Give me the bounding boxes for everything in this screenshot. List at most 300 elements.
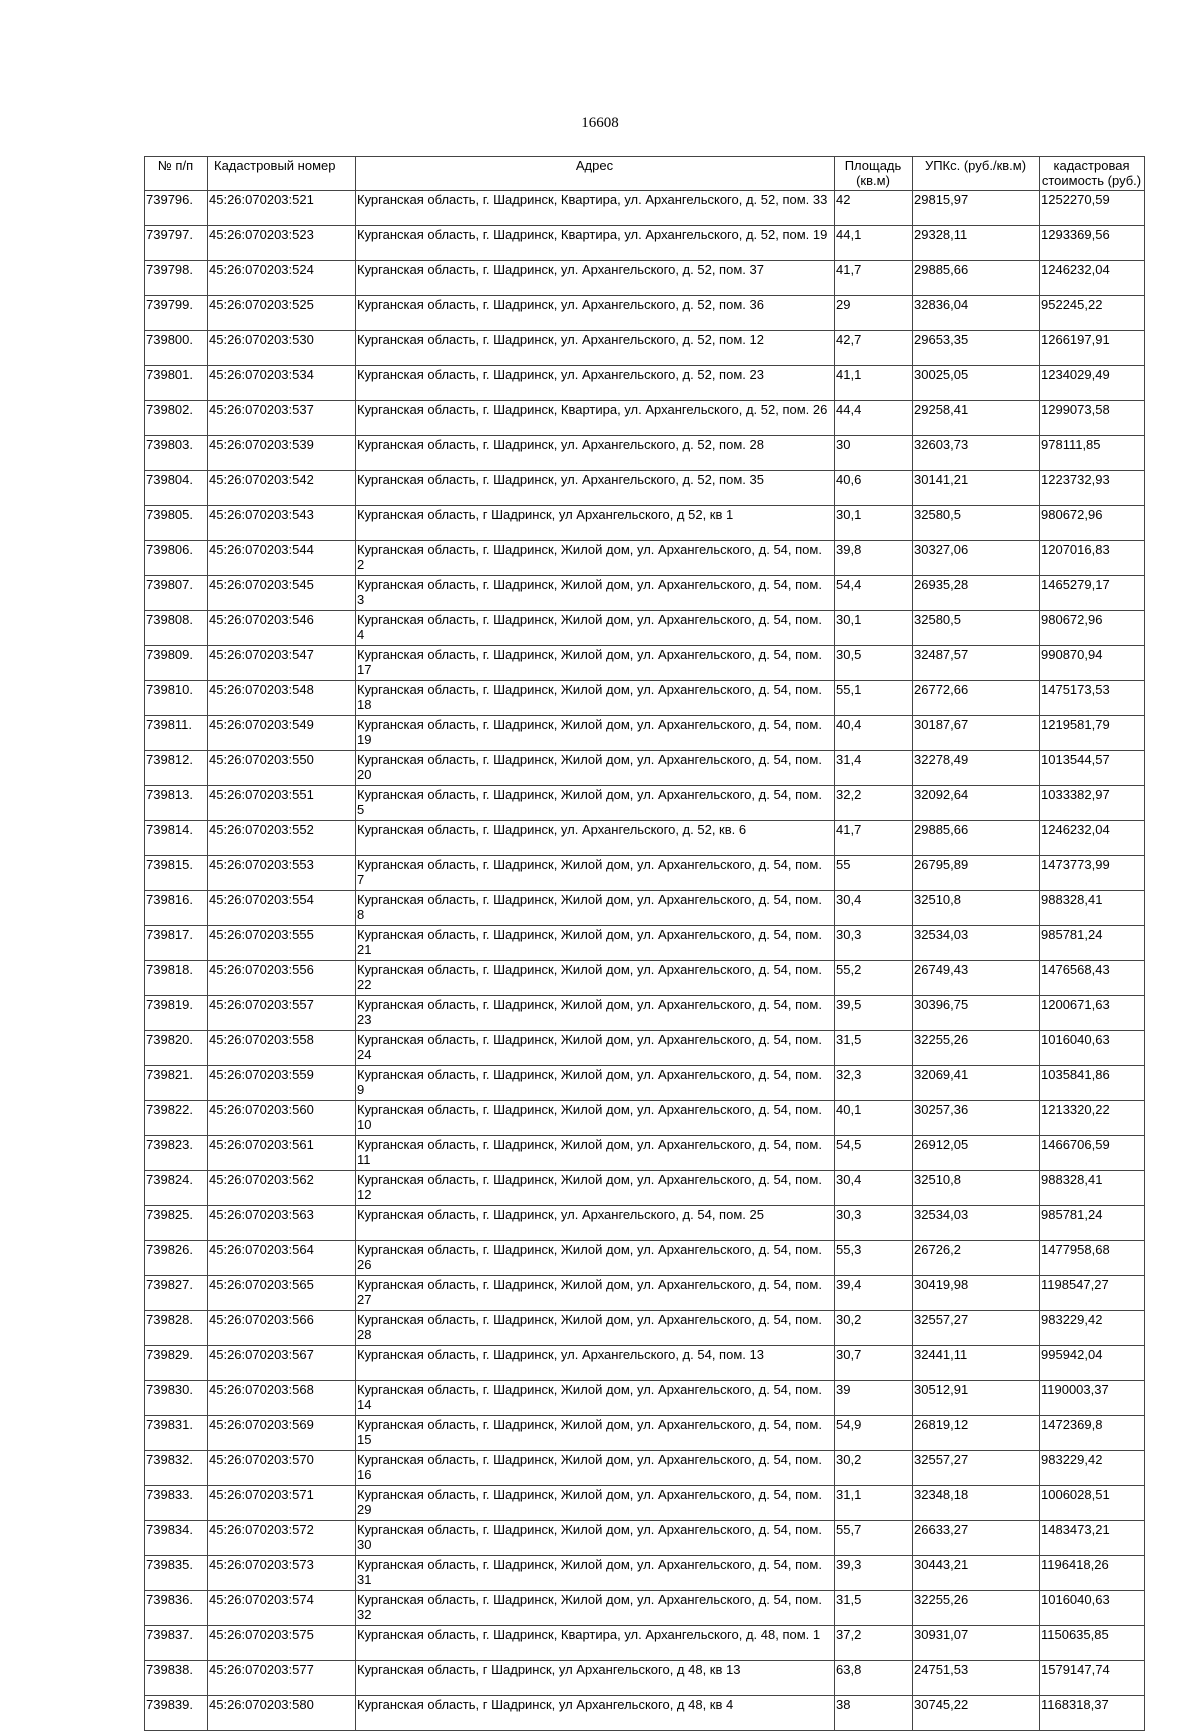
row-number-cell: 739829.	[145, 1346, 208, 1381]
cadastral-value-cell: 980672,96	[1040, 611, 1145, 646]
table-row	[145, 1031, 1145, 1066]
address-cell: Курганская область, г. Шадринск, ул. Архангельского, д. 52, пом. 28	[356, 436, 835, 471]
area-cell: 30,1	[835, 506, 913, 541]
cadastral-number-cell: 45:26:070203:543	[208, 506, 356, 541]
specific-value-cell: 29258,41	[913, 401, 1040, 436]
address-cell: Курганская область, г. Шадринск, ул. Архангельского, д. 52, пом. 37	[356, 261, 835, 296]
cadastral-number-cell: 45:26:070203:556	[208, 961, 356, 996]
address-cell: Курганская область, г. Шадринск, Жилой дом, ул. Архангельского, д. 54, пом. 27	[356, 1276, 835, 1311]
specific-value-cell: 32255,26	[913, 1031, 1040, 1066]
address-cell: Курганская область, г. Шадринск, ул. Архангельского, д. 52, пом. 12	[356, 331, 835, 366]
row-number-cell: 739838.	[145, 1661, 208, 1696]
address-cell: Курганская область, г. Шадринск, Жилой дом, ул. Архангельского, д. 54, пом. 9	[356, 1066, 835, 1101]
cadastral-number-cell: 45:26:070203:553	[208, 856, 356, 891]
address-cell: Курганская область, г. Шадринск, Жилой дом, ул. Архангельского, д. 54, пом. 24	[356, 1031, 835, 1066]
area-cell: 41,1	[835, 366, 913, 401]
address-cell: Курганская область, г. Шадринск, Жилой дом, ул. Архангельского, д. 54, пом. 31	[356, 1556, 835, 1591]
area-cell: 39,8	[835, 541, 913, 576]
address-cell: Курганская область, г. Шадринск, ул. Архангельского, д. 52, пом. 23	[356, 366, 835, 401]
address-cell: Курганская область, г. Шадринск, ул. Архангельского, д. 52, пом. 35	[356, 471, 835, 506]
cadastral-value-cell: 1198547,27	[1040, 1276, 1145, 1311]
cadastral-number-cell: 45:26:070203:563	[208, 1206, 356, 1241]
specific-value-cell: 32348,18	[913, 1486, 1040, 1521]
table-header-row	[145, 157, 1145, 191]
address-cell: Курганская область, г. Шадринск, Жилой дом, ул. Архангельского, д. 54, пом. 19	[356, 716, 835, 751]
specific-value-cell: 32557,27	[913, 1451, 1040, 1486]
cadastral-value-cell: 995942,04	[1040, 1346, 1145, 1381]
specific-value-cell: 32069,41	[913, 1066, 1040, 1101]
cadastral-value-cell: 990870,94	[1040, 646, 1145, 681]
area-cell: 31,5	[835, 1031, 913, 1066]
header-area: Площадь (кв.м)	[835, 157, 913, 191]
row-number-cell: 739839.	[145, 1696, 208, 1731]
cadastral-value-cell: 1475173,53	[1040, 681, 1145, 716]
specific-value-cell: 30025,05	[913, 366, 1040, 401]
row-number-cell: 739824.	[145, 1171, 208, 1206]
row-number-cell: 739797.	[145, 226, 208, 261]
specific-value-cell: 24751,53	[913, 1661, 1040, 1696]
address-cell: Курганская область, г. Шадринск, ул. Архангельского, д. 54, пом. 25	[356, 1206, 835, 1241]
cadastral-number-cell: 45:26:070203:566	[208, 1311, 356, 1346]
area-cell: 55,3	[835, 1241, 913, 1276]
specific-value-cell: 32510,8	[913, 891, 1040, 926]
table-row	[145, 471, 1145, 506]
cadastral-value-cell: 1234029,49	[1040, 366, 1145, 401]
address-cell: Курганская область, г. Шадринск, ул. Архангельского, д. 52, пом. 36	[356, 296, 835, 331]
cadastral-number-cell: 45:26:070203:521	[208, 191, 356, 226]
address-cell: Курганская область, г. Шадринск, Жилой дом, ул. Архангельского, д. 54, пом. 14	[356, 1381, 835, 1416]
address-cell: Курганская область, г. Шадринск, Жилой дом, ул. Архангельского, д. 54, пом. 22	[356, 961, 835, 996]
specific-value-cell: 29653,35	[913, 331, 1040, 366]
table-row	[145, 1346, 1145, 1381]
table-row	[145, 1486, 1145, 1521]
header-specific-value: УПКс. (руб./кв.м)	[913, 157, 1040, 191]
table-row	[145, 1626, 1145, 1661]
address-cell: Курганская область, г. Шадринск, Жилой дом, ул. Архангельского, д. 54, пом. 18	[356, 681, 835, 716]
cadastral-number-cell: 45:26:070203:570	[208, 1451, 356, 1486]
address-cell: Курганская область, г. Шадринск, Жилой дом, ул. Архангельского, д. 54, пом. 12	[356, 1171, 835, 1206]
area-cell: 55,7	[835, 1521, 913, 1556]
cadastral-number-cell: 45:26:070203:537	[208, 401, 356, 436]
row-number-cell: 739828.	[145, 1311, 208, 1346]
cadastral-number-cell: 45:26:070203:542	[208, 471, 356, 506]
cadastral-number-cell: 45:26:070203:580	[208, 1696, 356, 1731]
cadastral-number-cell: 45:26:070203:546	[208, 611, 356, 646]
table-row	[145, 1276, 1145, 1311]
address-cell: Курганская область, г. Шадринск, Жилой дом, ул. Архангельского, д. 54, пом. 26	[356, 1241, 835, 1276]
row-number-cell: 739815.	[145, 856, 208, 891]
table-row	[145, 891, 1145, 926]
specific-value-cell: 30141,21	[913, 471, 1040, 506]
row-number-cell: 739811.	[145, 716, 208, 751]
address-cell: Курганская область, г. Шадринск, Жилой дом, ул. Архангельского, д. 54, пом. 8	[356, 891, 835, 926]
row-number-cell: 739830.	[145, 1381, 208, 1416]
cadastral-value-cell: 1200671,63	[1040, 996, 1145, 1031]
specific-value-cell: 26935,28	[913, 576, 1040, 611]
cadastral-value-cell: 1207016,83	[1040, 541, 1145, 576]
cadastral-value-cell: 1016040,63	[1040, 1591, 1145, 1626]
header-number: № п/п	[145, 157, 208, 191]
address-cell: Курганская область, г. Шадринск, Жилой дом, ул. Архангельского, д. 54, пом. 11	[356, 1136, 835, 1171]
table-row	[145, 996, 1145, 1031]
cadastral-value-cell: 1016040,63	[1040, 1031, 1145, 1066]
cadastral-number-cell: 45:26:070203:534	[208, 366, 356, 401]
cadastral-value-table	[144, 156, 1145, 1731]
address-cell: Курганская область, г Шадринск, ул Архангельского, д 48, кв 4	[356, 1696, 835, 1731]
address-cell: Курганская область, г. Шадринск, Квартира, ул. Архангельского, д. 52, пом. 19	[356, 226, 835, 261]
specific-value-cell: 30187,67	[913, 716, 1040, 751]
address-cell: Курганская область, г. Шадринск, Жилой дом, ул. Архангельского, д. 54, пом. 7	[356, 856, 835, 891]
cadastral-value-cell: 1476568,43	[1040, 961, 1145, 996]
cadastral-number-cell: 45:26:070203:577	[208, 1661, 356, 1696]
row-number-cell: 739810.	[145, 681, 208, 716]
specific-value-cell: 32836,04	[913, 296, 1040, 331]
area-cell: 44,4	[835, 401, 913, 436]
table-row	[145, 226, 1145, 261]
header-address: Адрес	[356, 157, 835, 191]
cadastral-number-cell: 45:26:070203:539	[208, 436, 356, 471]
cadastral-number-cell: 45:26:070203:558	[208, 1031, 356, 1066]
cadastral-number-cell: 45:26:070203:549	[208, 716, 356, 751]
row-number-cell: 739816.	[145, 891, 208, 926]
row-number-cell: 739836.	[145, 1591, 208, 1626]
table-row	[145, 576, 1145, 611]
cadastral-number-cell: 45:26:070203:551	[208, 786, 356, 821]
row-number-cell: 739802.	[145, 401, 208, 436]
row-number-cell: 739805.	[145, 506, 208, 541]
cadastral-value-cell: 988328,41	[1040, 1171, 1145, 1206]
area-cell: 39,3	[835, 1556, 913, 1591]
cadastral-value-cell: 952245,22	[1040, 296, 1145, 331]
row-number-cell: 739832.	[145, 1451, 208, 1486]
row-number-cell: 739814.	[145, 821, 208, 856]
address-cell: Курганская область, г. Шадринск, Жилой дом, ул. Архангельского, д. 54, пом. 16	[356, 1451, 835, 1486]
specific-value-cell: 30443,21	[913, 1556, 1040, 1591]
area-cell: 39	[835, 1381, 913, 1416]
page-number: 16608	[581, 115, 619, 131]
area-cell: 30,5	[835, 646, 913, 681]
table-row	[145, 1416, 1145, 1451]
area-cell: 63,8	[835, 1661, 913, 1696]
cadastral-number-cell: 45:26:070203:523	[208, 226, 356, 261]
table-row	[145, 926, 1145, 961]
table-row	[145, 611, 1145, 646]
row-number-cell: 739819.	[145, 996, 208, 1031]
row-number-cell: 739827.	[145, 1276, 208, 1311]
row-number-cell: 739807.	[145, 576, 208, 611]
specific-value-cell: 26749,43	[913, 961, 1040, 996]
area-cell: 39,4	[835, 1276, 913, 1311]
area-cell: 55,2	[835, 961, 913, 996]
cadastral-value-cell: 1246232,04	[1040, 821, 1145, 856]
address-cell: Курганская область, г. Шадринск, Квартира, ул. Архангельского, д. 52, пом. 33	[356, 191, 835, 226]
area-cell: 42	[835, 191, 913, 226]
cadastral-value-cell: 1465279,17	[1040, 576, 1145, 611]
table-row	[145, 1661, 1145, 1696]
cadastral-number-cell: 45:26:070203:564	[208, 1241, 356, 1276]
cadastral-value-cell: 1168318,37	[1040, 1696, 1145, 1731]
address-cell: Курганская область, г. Шадринск, Квартира, ул. Архангельского, д. 48, пом. 1	[356, 1626, 835, 1661]
area-cell: 31,5	[835, 1591, 913, 1626]
cadastral-number-cell: 45:26:070203:565	[208, 1276, 356, 1311]
table-row	[145, 681, 1145, 716]
row-number-cell: 739834.	[145, 1521, 208, 1556]
cadastral-number-cell: 45:26:070203:573	[208, 1556, 356, 1591]
cadastral-value-cell: 1006028,51	[1040, 1486, 1145, 1521]
table-row	[145, 401, 1145, 436]
cadastral-number-cell: 45:26:070203:530	[208, 331, 356, 366]
table-row	[145, 1171, 1145, 1206]
address-cell: Курганская область, г. Шадринск, Жилой дом, ул. Архангельского, д. 54, пом. 21	[356, 926, 835, 961]
cadastral-value-cell: 983229,42	[1040, 1451, 1145, 1486]
area-cell: 31,1	[835, 1486, 913, 1521]
specific-value-cell: 30419,98	[913, 1276, 1040, 1311]
row-number-cell: 739803.	[145, 436, 208, 471]
table-row	[145, 1311, 1145, 1346]
table-row	[145, 1381, 1145, 1416]
cadastral-number-cell: 45:26:070203:562	[208, 1171, 356, 1206]
specific-value-cell: 30396,75	[913, 996, 1040, 1031]
cadastral-value-cell: 1252270,59	[1040, 191, 1145, 226]
address-cell: Курганская область, г Шадринск, ул Архангельского, д 52, кв 1	[356, 506, 835, 541]
row-number-cell: 739799.	[145, 296, 208, 331]
row-number-cell: 739818.	[145, 961, 208, 996]
row-number-cell: 739806.	[145, 541, 208, 576]
cadastral-number-cell: 45:26:070203:560	[208, 1101, 356, 1136]
address-cell: Курганская область, г Шадринск, ул Архангельского, д 48, кв 13	[356, 1661, 835, 1696]
cadastral-value-cell: 1473773,99	[1040, 856, 1145, 891]
area-cell: 55,1	[835, 681, 913, 716]
row-number-cell: 739822.	[145, 1101, 208, 1136]
area-cell: 54,4	[835, 576, 913, 611]
cadastral-number-cell: 45:26:070203:575	[208, 1626, 356, 1661]
cadastral-number-cell: 45:26:070203:550	[208, 751, 356, 786]
area-cell: 30	[835, 436, 913, 471]
table-row	[145, 436, 1145, 471]
row-number-cell: 739808.	[145, 611, 208, 646]
table-row	[145, 1241, 1145, 1276]
specific-value-cell: 32534,03	[913, 926, 1040, 961]
address-cell: Курганская область, г. Шадринск, Жилой дом, ул. Архангельского, д. 54, пом. 30	[356, 1521, 835, 1556]
cadastral-number-cell: 45:26:070203:555	[208, 926, 356, 961]
address-cell: Курганская область, г. Шадринск, Жилой дом, ул. Архангельского, д. 54, пом. 17	[356, 646, 835, 681]
cadastral-number-cell: 45:26:070203:548	[208, 681, 356, 716]
table-row	[145, 1556, 1145, 1591]
cadastral-number-cell: 45:26:070203:544	[208, 541, 356, 576]
row-number-cell: 739798.	[145, 261, 208, 296]
cadastral-number-cell: 45:26:070203:547	[208, 646, 356, 681]
table-row	[145, 506, 1145, 541]
cadastral-number-cell: 45:26:070203:554	[208, 891, 356, 926]
cadastral-number-cell: 45:26:070203:557	[208, 996, 356, 1031]
cadastral-value-cell: 985781,24	[1040, 1206, 1145, 1241]
table-row	[145, 261, 1145, 296]
area-cell: 29	[835, 296, 913, 331]
area-cell: 40,1	[835, 1101, 913, 1136]
cadastral-number-cell: 45:26:070203:571	[208, 1486, 356, 1521]
table-row	[145, 646, 1145, 681]
address-cell: Курганская область, г. Шадринск, Жилой дом, ул. Архангельского, д. 54, пом. 2	[356, 541, 835, 576]
address-cell: Курганская область, г. Шадринск, Жилой дом, ул. Архангельского, д. 54, пом. 15	[356, 1416, 835, 1451]
cadastral-value-cell: 1150635,85	[1040, 1626, 1145, 1661]
cadastral-value-cell: 1213320,22	[1040, 1101, 1145, 1136]
specific-value-cell: 32580,5	[913, 506, 1040, 541]
cadastral-number-cell: 45:26:070203:545	[208, 576, 356, 611]
cadastral-value-cell: 978111,85	[1040, 436, 1145, 471]
area-cell: 32,2	[835, 786, 913, 821]
cadastral-value-cell: 1223732,93	[1040, 471, 1145, 506]
cadastral-value-cell: 1472369,8	[1040, 1416, 1145, 1451]
cadastral-number-cell: 45:26:070203:552	[208, 821, 356, 856]
area-cell: 30,7	[835, 1346, 913, 1381]
specific-value-cell: 32487,57	[913, 646, 1040, 681]
specific-value-cell: 32278,49	[913, 751, 1040, 786]
cadastral-value-cell: 1035841,86	[1040, 1066, 1145, 1101]
table-row	[145, 331, 1145, 366]
area-cell: 40,4	[835, 716, 913, 751]
area-cell: 54,9	[835, 1416, 913, 1451]
table-row	[145, 1591, 1145, 1626]
header-cadastral-number: Кадастровый номер	[208, 157, 356, 191]
table-row	[145, 1521, 1145, 1556]
specific-value-cell: 26772,66	[913, 681, 1040, 716]
cadastral-number-cell: 45:26:070203:567	[208, 1346, 356, 1381]
area-cell: 41,7	[835, 821, 913, 856]
address-cell: Курганская область, г. Шадринск, Жилой дом, ул. Архангельского, д. 54, пом. 28	[356, 1311, 835, 1346]
cadastral-value-cell: 1246232,04	[1040, 261, 1145, 296]
specific-value-cell: 26912,05	[913, 1136, 1040, 1171]
table-row	[145, 1066, 1145, 1101]
area-cell: 30,3	[835, 926, 913, 961]
row-number-cell: 739800.	[145, 331, 208, 366]
address-cell: Курганская область, г. Шадринск, Жилой дом, ул. Архангельского, д. 54, пом. 5	[356, 786, 835, 821]
row-number-cell: 739801.	[145, 366, 208, 401]
specific-value-cell: 32580,5	[913, 611, 1040, 646]
row-number-cell: 739812.	[145, 751, 208, 786]
area-cell: 30,4	[835, 891, 913, 926]
area-cell: 38	[835, 1696, 913, 1731]
area-cell: 30,2	[835, 1451, 913, 1486]
cadastral-value-cell: 1219581,79	[1040, 716, 1145, 751]
specific-value-cell: 32092,64	[913, 786, 1040, 821]
cadastral-number-cell: 45:26:070203:561	[208, 1136, 356, 1171]
specific-value-cell: 30257,36	[913, 1101, 1040, 1136]
table-row	[145, 751, 1145, 786]
table-row	[145, 191, 1145, 226]
area-cell: 41,7	[835, 261, 913, 296]
specific-value-cell: 32441,11	[913, 1346, 1040, 1381]
cadastral-value-cell: 1196418,26	[1040, 1556, 1145, 1591]
specific-value-cell: 29885,66	[913, 821, 1040, 856]
specific-value-cell: 32510,8	[913, 1171, 1040, 1206]
table-row	[145, 821, 1145, 856]
cadastral-number-cell: 45:26:070203:572	[208, 1521, 356, 1556]
address-cell: Курганская область, г. Шадринск, Жилой дом, ул. Архангельского, д. 54, пом. 23	[356, 996, 835, 1031]
address-cell: Курганская область, г. Шадринск, Жилой дом, ул. Архангельского, д. 54, пом. 4	[356, 611, 835, 646]
row-number-cell: 739833.	[145, 1486, 208, 1521]
specific-value-cell: 26819,12	[913, 1416, 1040, 1451]
cadastral-value-cell: 980672,96	[1040, 506, 1145, 541]
cadastral-value-cell: 1266197,91	[1040, 331, 1145, 366]
address-cell: Курганская область, г. Шадринск, Квартира, ул. Архангельского, д. 52, пом. 26	[356, 401, 835, 436]
cadastral-number-cell: 45:26:070203:559	[208, 1066, 356, 1101]
area-cell: 30,1	[835, 611, 913, 646]
table-row	[145, 786, 1145, 821]
table-body	[145, 191, 1145, 1731]
cadastral-value-cell: 1190003,37	[1040, 1381, 1145, 1416]
cadastral-value-cell: 1033382,97	[1040, 786, 1145, 821]
row-number-cell: 739831.	[145, 1416, 208, 1451]
area-cell: 39,5	[835, 996, 913, 1031]
address-cell: Курганская область, г. Шадринск, Жилой дом, ул. Архангельского, д. 54, пом. 3	[356, 576, 835, 611]
cadastral-value-cell: 1483473,21	[1040, 1521, 1145, 1556]
area-cell: 31,4	[835, 751, 913, 786]
specific-value-cell: 32557,27	[913, 1311, 1040, 1346]
row-number-cell: 739826.	[145, 1241, 208, 1276]
specific-value-cell: 29328,11	[913, 226, 1040, 261]
specific-value-cell: 26795,89	[913, 856, 1040, 891]
row-number-cell: 739835.	[145, 1556, 208, 1591]
area-cell: 42,7	[835, 331, 913, 366]
row-number-cell: 739796.	[145, 191, 208, 226]
row-number-cell: 739821.	[145, 1066, 208, 1101]
cadastral-value-cell: 1477958,68	[1040, 1241, 1145, 1276]
table-row	[145, 1451, 1145, 1486]
specific-value-cell: 26726,2	[913, 1241, 1040, 1276]
specific-value-cell: 30327,06	[913, 541, 1040, 576]
table-row	[145, 1696, 1145, 1731]
cadastral-value-cell: 1579147,74	[1040, 1661, 1145, 1696]
cadastral-value-cell: 1013544,57	[1040, 751, 1145, 786]
row-number-cell: 739820.	[145, 1031, 208, 1066]
address-cell: Курганская область, г. Шадринск, Жилой дом, ул. Архангельского, д. 54, пом. 20	[356, 751, 835, 786]
address-cell: Курганская область, г. Шадринск, Жилой дом, ул. Архангельского, д. 54, пом. 32	[356, 1591, 835, 1626]
specific-value-cell: 29885,66	[913, 261, 1040, 296]
cadastral-number-cell: 45:26:070203:568	[208, 1381, 356, 1416]
address-cell: Курганская область, г. Шадринск, ул. Архангельского, д. 52, кв. 6	[356, 821, 835, 856]
address-cell: Курганская область, г. Шадринск, ул. Архангельского, д. 54, пом. 13	[356, 1346, 835, 1381]
cadastral-value-cell: 1299073,58	[1040, 401, 1145, 436]
cadastral-number-cell: 45:26:070203:569	[208, 1416, 356, 1451]
table-row	[145, 1206, 1145, 1241]
area-cell: 30,2	[835, 1311, 913, 1346]
table-row	[145, 541, 1145, 576]
specific-value-cell: 32603,73	[913, 436, 1040, 471]
cadastral-number-cell: 45:26:070203:525	[208, 296, 356, 331]
address-cell: Курганская область, г. Шадринск, Жилой дом, ул. Архангельского, д. 54, пом. 10	[356, 1101, 835, 1136]
table-row	[145, 1101, 1145, 1136]
area-cell: 32,3	[835, 1066, 913, 1101]
area-cell: 44,1	[835, 226, 913, 261]
row-number-cell: 739817.	[145, 926, 208, 961]
cadastral-value-cell: 1293369,56	[1040, 226, 1145, 261]
address-cell: Курганская область, г. Шадринск, Жилой дом, ул. Архангельского, д. 54, пом. 29	[356, 1486, 835, 1521]
row-number-cell: 739809.	[145, 646, 208, 681]
area-cell: 54,5	[835, 1136, 913, 1171]
row-number-cell: 739837.	[145, 1626, 208, 1661]
cadastral-value-cell: 983229,42	[1040, 1311, 1145, 1346]
row-number-cell: 739804.	[145, 471, 208, 506]
cadastral-value-cell: 1466706,59	[1040, 1136, 1145, 1171]
table-row	[145, 296, 1145, 331]
specific-value-cell: 30931,07	[913, 1626, 1040, 1661]
specific-value-cell: 30745,22	[913, 1696, 1040, 1731]
table-row	[145, 366, 1145, 401]
specific-value-cell: 29815,97	[913, 191, 1040, 226]
row-number-cell: 739823.	[145, 1136, 208, 1171]
specific-value-cell: 32534,03	[913, 1206, 1040, 1241]
table-row	[145, 1136, 1145, 1171]
